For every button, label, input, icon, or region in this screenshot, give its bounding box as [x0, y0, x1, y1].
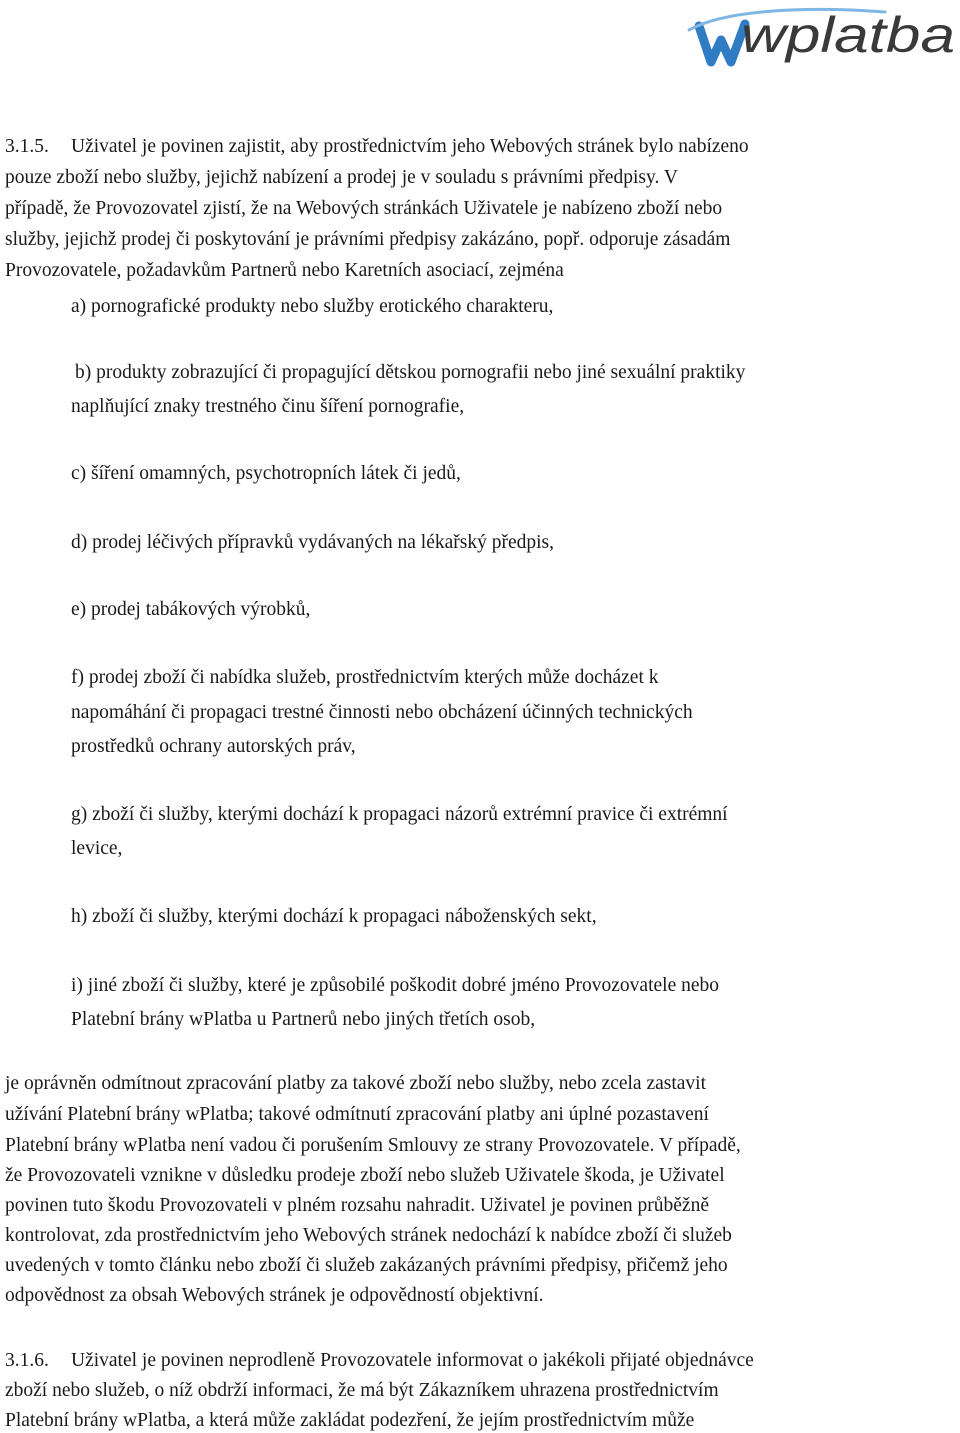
paragraph-line: služby, jejichž prodej či poskytování je právními předpisy zakázáno, popř. odporuje zásadám	[5, 229, 731, 250]
list-item-b-cont: naplňující znaky trestného činu šíření pornografie,	[71, 396, 465, 417]
section-number: 3.1.6.	[5, 1350, 49, 1371]
section-3-1-5-line-1: 3.1.5. Uživatel je povinen zajistit, aby prostřednictvím jeho Webových stránek bylo nabízeno	[5, 136, 749, 157]
list-item-i-cont: Platební brány wPlatba u Partnerů nebo jiných třetích osob,	[71, 1009, 536, 1030]
list-item-e: e) prodej tabákových výrobků,	[71, 599, 311, 620]
paragraph-line: Platební brány wPlatba není vadou či porušením Smlouvy ze strany Provozovatele. V případě,	[5, 1135, 741, 1156]
list-item-f-cont: prostředků ochrany autorských práv,	[71, 736, 356, 757]
list-item-f: f) prodej zboží či nabídka služeb, prostřednictvím kterých může docházet k	[71, 667, 659, 688]
paragraph-line: Provozovatele, požadavkům Partnerů nebo Karetních asociací, zejména	[5, 260, 564, 281]
section-number: 3.1.5.	[5, 136, 49, 157]
paragraph-line: je oprávněn odmítnout zpracování platby za takové zboží nebo služby, nebo zcela zastavit	[5, 1073, 707, 1094]
paragraph-line: zboží nebo služeb, o níž obdrží informaci, že má být Zákazníkem uhrazena prostřednictvím	[5, 1380, 719, 1401]
list-item-g-cont: levice,	[71, 838, 123, 859]
paragraph-line: že Provozovateli vznikne v důsledku prodeje zboží nebo služeb Uživatele škoda, je Uživatel	[5, 1165, 725, 1186]
list-item-a: a) pornografické produkty nebo služby erotického charakteru,	[71, 296, 554, 317]
paragraph-line: případě, že Provozovatel zjistí, že na Webových stránkách Uživatele je nabízeno zboží nebo	[5, 198, 723, 219]
list-item-b: b) produkty zobrazující či propagující dětskou pornografii nebo jiné sexuální praktiky	[75, 362, 746, 383]
paragraph-line: pouze zboží nebo služby, jejichž nabízení a prodej je v souladu s právními předpisy. V	[5, 167, 678, 188]
list-item-h: h) zboží či služby, kterými dochází k propagaci náboženských sekt,	[71, 906, 597, 927]
paragraph-line: kontrolovat, zda prostřednictvím jeho Webových stránek nedochází k nabídce zboží či služeb	[5, 1225, 732, 1246]
paragraph-line: povinen tuto škodu Provozovateli v plném rozsahu nahradit. Uživatel je povinen průběžně	[5, 1195, 709, 1216]
list-item-c: c) šíření omamných, psychotropních látek či jedů,	[71, 463, 461, 484]
paragraph-line: užívání Platební brány wPlatba; takové odmítnutí zpracování platby ani úplné pozastavení	[5, 1104, 709, 1125]
list-item-f-cont: napomáhání či propagaci trestné činnosti nebo obcházení účinných technických	[71, 702, 693, 723]
list-item-i: i) jiné zboží či služby, které je způsobilé poškodit dobré jméno Provozovatele nebo	[71, 975, 720, 996]
list-item-d: d) prodej léčivých přípravků vydávaných na lékařský předpis,	[71, 532, 555, 553]
list-item-g: g) zboží či služby, kterými dochází k propagaci názorů extrémní pravice či extrémní	[71, 804, 728, 825]
paragraph-line: odpovědnost za obsah Webových stránek je odpovědností objektivní.	[5, 1285, 544, 1306]
section-3-1-6-line-1: 3.1.6. Uživatel je povinen neprodleně Provozovatele informovat o jakékoli přijaté objednávce	[5, 1350, 754, 1371]
paragraph-line: Platební brány wPlatba, a která může zakládat podezření, že jejím prostřednictvím může	[5, 1410, 695, 1431]
logo-text: wplatba	[741, 7, 955, 63]
wplatba-logo	[685, 4, 960, 68]
paragraph-line: uvedených v tomto článku nebo zboží či služeb zakázaných právními předpisy, přičemž jeho	[5, 1255, 728, 1276]
